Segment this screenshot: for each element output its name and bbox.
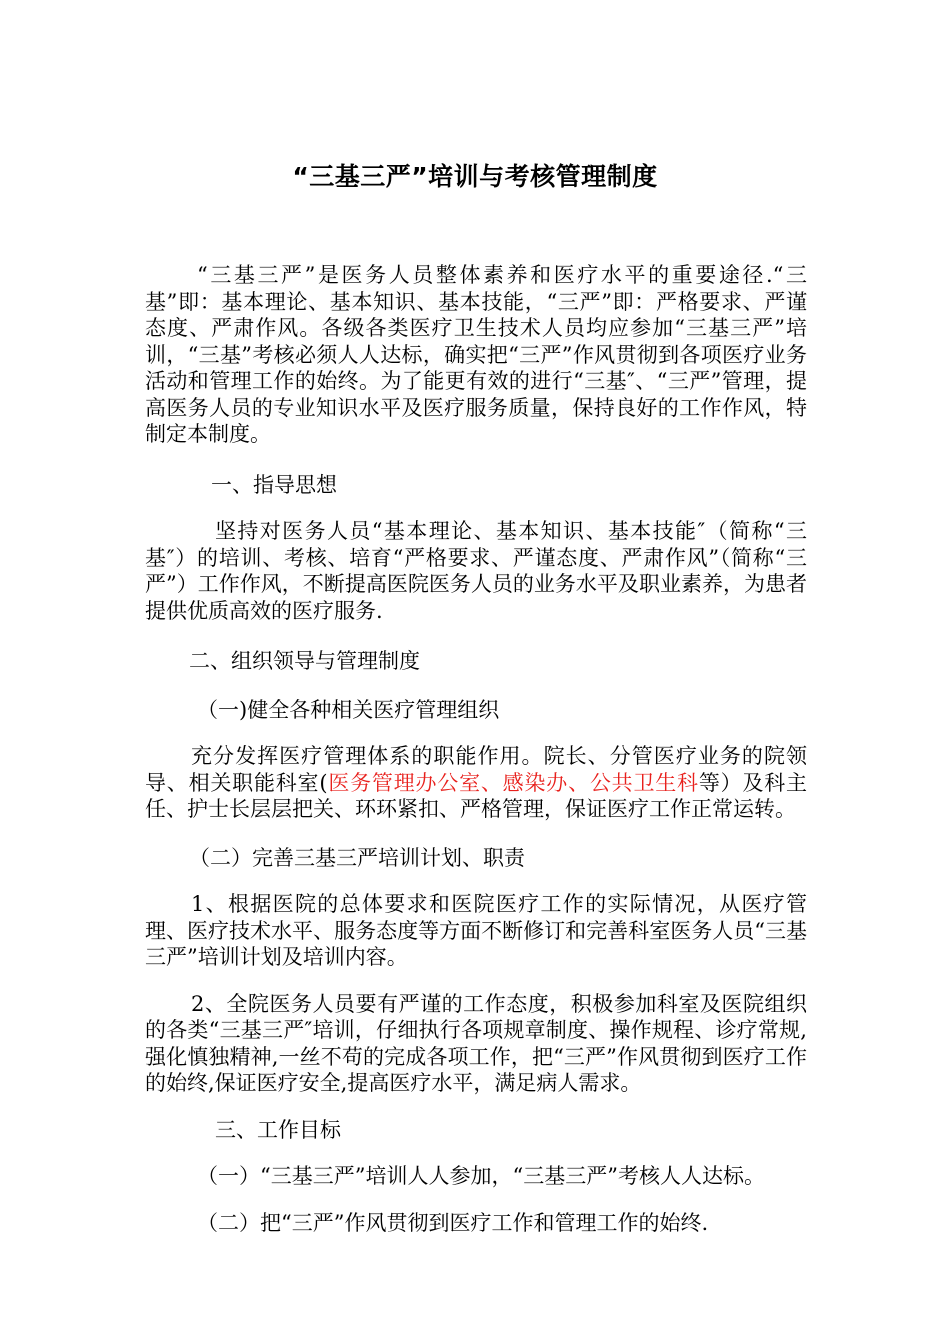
intro-paragraph: “三基三严”是医务人员整体素养和医疗水平的重要途径.“三基”即：基本理论、基本知识、基本技能，“三严”即：严格要求、严谨态度、严肃作风。各级各类医疗卫生技术人员均应参加“三基三严”培训，“三基”考核必须人人达标，确实把“三严”作风贯彻到各项医疗业务活动和管理工作的始终。为了能更有效的进行“三基″、“三严”管理，提高医务人员的专业知识水平及医疗服务质量，保持良好的工作作风，特制定本制度。 xyxy=(145,263,807,446)
section2-sub2-heading: （二）完善三基三严培训计划、职责 xyxy=(189,845,525,870)
org-text-before: 充分发挥医疗管理体系的职能作用。院长、分管医疗业务的院领导、相关职能科室( xyxy=(145,744,807,795)
section2-sub2-item-1: 1、根据医院的总体要求和医院医疗工作的实际情况，从医疗管理、医疗技术水平、服务态度等方面不断修订和完善科室医务人员“三基三严”培训计划及培训内容。 xyxy=(145,892,807,969)
document-title: “三基三严”培训与考核管理制度 xyxy=(292,162,658,191)
document-body xyxy=(145,262,807,1236)
section3-heading: 三、工作目标 xyxy=(215,1117,341,1142)
section1-heading: 一、指导思想 xyxy=(211,472,337,497)
org-text-after: 等）及科主任、护士长层层把关、环环紧扣、严格管理，保证医疗工作正常运转。 xyxy=(145,770,808,821)
section1-paragraph: 坚持对医务人员“基本理论、基本知识、基本技能″（简称“三基″）的培训、考核、培育“严格要求、严谨态度、严肃作风”（简称“三严”）工作作风，不断提高医院医务人员的业务水平及职业素养，为患者提供优质高效的医疗服务. xyxy=(145,519,807,623)
section3-goal-2: （二）把“三严”作风贯彻到医疗工作和管理工作的始终. xyxy=(197,1210,709,1235)
section3-goal-1: （一）“三基三严”培训人人参加，“三基三严”考核人人达标。 xyxy=(197,1164,765,1188)
section2-heading: 二、组织领导与管理制度 xyxy=(189,649,420,673)
section2-sub1-paragraph xyxy=(145,743,807,823)
org-text-highlight: 医务管理办公室、感染办、公共卫生科 xyxy=(327,770,699,795)
section2-sub1-heading: （一)健全各种相关医疗管理组织 xyxy=(197,697,500,722)
section2-sub2-item-2: 2、全院医务人员要有严谨的工作态度，积极参加科室及医院组织的各类“三基三严″培训，仔细执行各项规章制度、操作规程、诊疗常规,强化慎独精神,一丝不苟的完成各项工作，把“三严”作风贯彻到医疗工作的始终,保证医疗安全,提高医疗水平，满足病人需求。 xyxy=(145,991,807,1095)
